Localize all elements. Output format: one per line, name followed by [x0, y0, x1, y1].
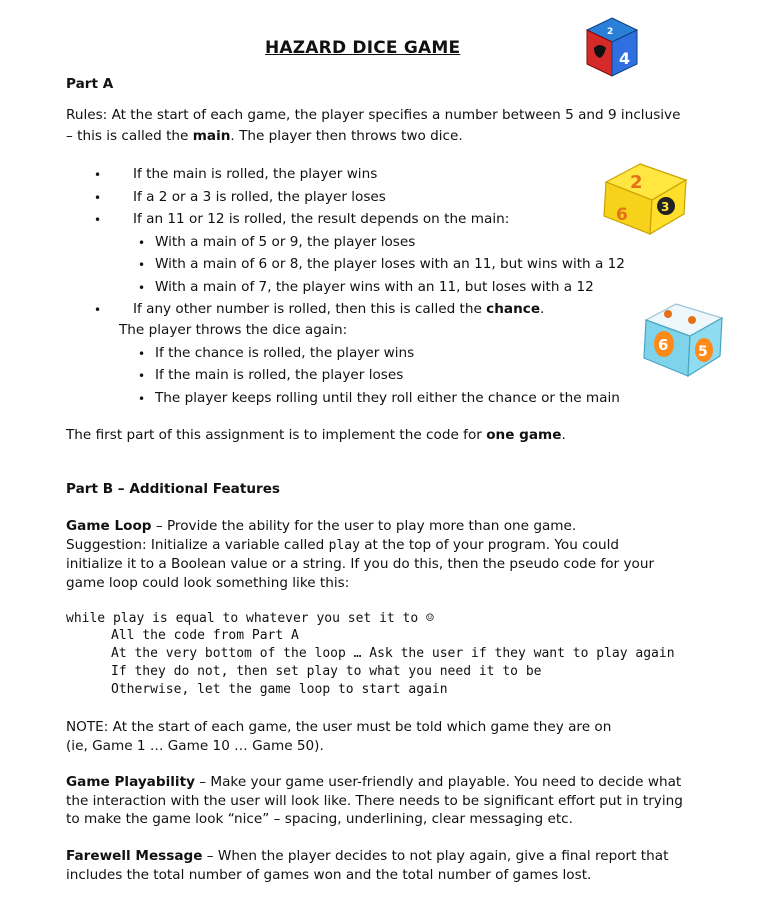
svg-text:2: 2	[607, 27, 614, 37]
first-part-end: .	[561, 427, 566, 443]
throws-again-text: The player throws the dice again:	[119, 322, 348, 338]
pseudo-code-line: Otherwise, let the game loop to start again	[111, 682, 448, 697]
pseudo-code-line: while play is equal to whatever you set it to ☺	[66, 611, 434, 626]
playability-line-3: to make the game look “nice” – spacing, underlining, clear messaging etc.	[66, 811, 573, 827]
chance-text-end: .	[540, 301, 545, 317]
pseudo-code-line: All the code from Part A	[111, 628, 299, 643]
farewell-label: Farewell Message	[66, 848, 203, 864]
sub-list-item: The player keeps rolling until they roll either the chance or the main	[155, 390, 620, 406]
suggestion-line-1	[66, 537, 619, 553]
suggestion-text-end: at the top of your program. You could	[359, 537, 619, 553]
rules-text-end: . The player then throws two dice.	[230, 128, 463, 144]
sub-list-item: With a main of 6 or 8, the player loses with an 11, but wins with a 12	[155, 256, 625, 272]
bullet-icon: •	[94, 213, 102, 227]
dice-image-1	[585, 16, 639, 80]
game-loop-label: Game Loop	[66, 518, 152, 534]
pseudo-code-line: At the very bottom of the loop … Ask the user if they want to play again	[111, 646, 675, 661]
dice-image-2	[600, 160, 690, 238]
rules-line-2	[66, 128, 463, 144]
farewell-line-2: includes the total number of games won and the total number of games lost.	[66, 867, 592, 883]
document-title: HAZARD DICE GAME	[265, 38, 461, 58]
chance-text: If any other number is rolled, then this is called the	[133, 301, 487, 317]
playability-line-2: the interaction with the user will look like. There needs to be significant effort put in trying	[66, 793, 683, 809]
svg-text:2: 2	[630, 172, 643, 193]
first-part-text	[66, 427, 566, 443]
svg-text:6: 6	[616, 205, 628, 225]
bullet-icon: •	[94, 191, 102, 205]
part-a-heading: Part A	[66, 76, 114, 92]
playability-label: Game Playability	[66, 774, 195, 790]
bullet-icon: •	[138, 236, 146, 250]
farewell-text: – When the player decides to not play again, give a final report that	[202, 848, 669, 864]
first-part-pre: The first part of this assignment is to implement the code for	[66, 427, 487, 443]
suggestion-line-3: game loop could look something like this:	[66, 575, 350, 591]
sub-list-item: With a main of 7, the player wins with an 11, but loses with a 12	[155, 279, 594, 295]
bullet-icon: •	[138, 369, 146, 383]
farewell-line-1	[66, 848, 668, 864]
list-item: If a 2 or a 3 is rolled, the player loses	[133, 189, 386, 205]
list-item: If the main is rolled, the player wins	[133, 166, 378, 182]
sub-list-item: With a main of 5 or 9, the player loses	[155, 234, 416, 250]
dice-image-3	[640, 300, 726, 380]
note-line-1: NOTE: At the start of each game, the user must be told which game they are on	[66, 719, 612, 735]
game-loop-line-1	[66, 518, 576, 534]
bullet-icon: •	[138, 281, 146, 295]
rules-text: – this is called the	[66, 128, 193, 144]
list-item: If an 11 or 12 is rolled, the result depends on the main:	[133, 211, 510, 227]
list-item-chance	[133, 301, 544, 317]
svg-text:5: 5	[698, 344, 708, 360]
rules-line-1: Rules: At the start of each game, the player specifies a number between 5 and 9 inclusive	[66, 107, 681, 123]
main-term: main	[192, 128, 231, 144]
chance-term: chance	[486, 301, 541, 317]
one-game-term: one game	[486, 427, 562, 443]
sub-list-item: If the chance is rolled, the player wins	[155, 345, 415, 361]
svg-text:4: 4	[619, 49, 631, 68]
bullet-icon: •	[138, 392, 146, 406]
bullet-icon: •	[138, 258, 146, 272]
note-line-2: (ie, Game 1 … Game 10 … Game 50).	[66, 738, 324, 754]
game-loop-text: – Provide the ability for the user to play more than one game.	[151, 518, 577, 534]
bullet-icon: •	[94, 303, 102, 317]
svg-text:6: 6	[658, 336, 669, 354]
pseudo-code-line: If they do not, then set play to what you need it to be	[111, 664, 542, 679]
suggestion-line-2: initialize it to a Boolean value or a string. If you do this, then the pseudo code for your	[66, 556, 655, 572]
playability-line-1	[66, 774, 681, 790]
svg-text:3: 3	[661, 200, 670, 214]
playability-text: – Make your game user-friendly and playable. You need to decide what	[194, 774, 682, 790]
play-variable: play	[328, 538, 360, 553]
sub-list-item: If the main is rolled, the player loses	[155, 367, 404, 383]
bullet-icon: •	[138, 347, 146, 361]
bullet-icon: •	[94, 168, 102, 182]
part-b-heading: Part B – Additional Features	[66, 481, 281, 497]
suggestion-text: Suggestion: Initialize a variable called	[66, 537, 329, 553]
